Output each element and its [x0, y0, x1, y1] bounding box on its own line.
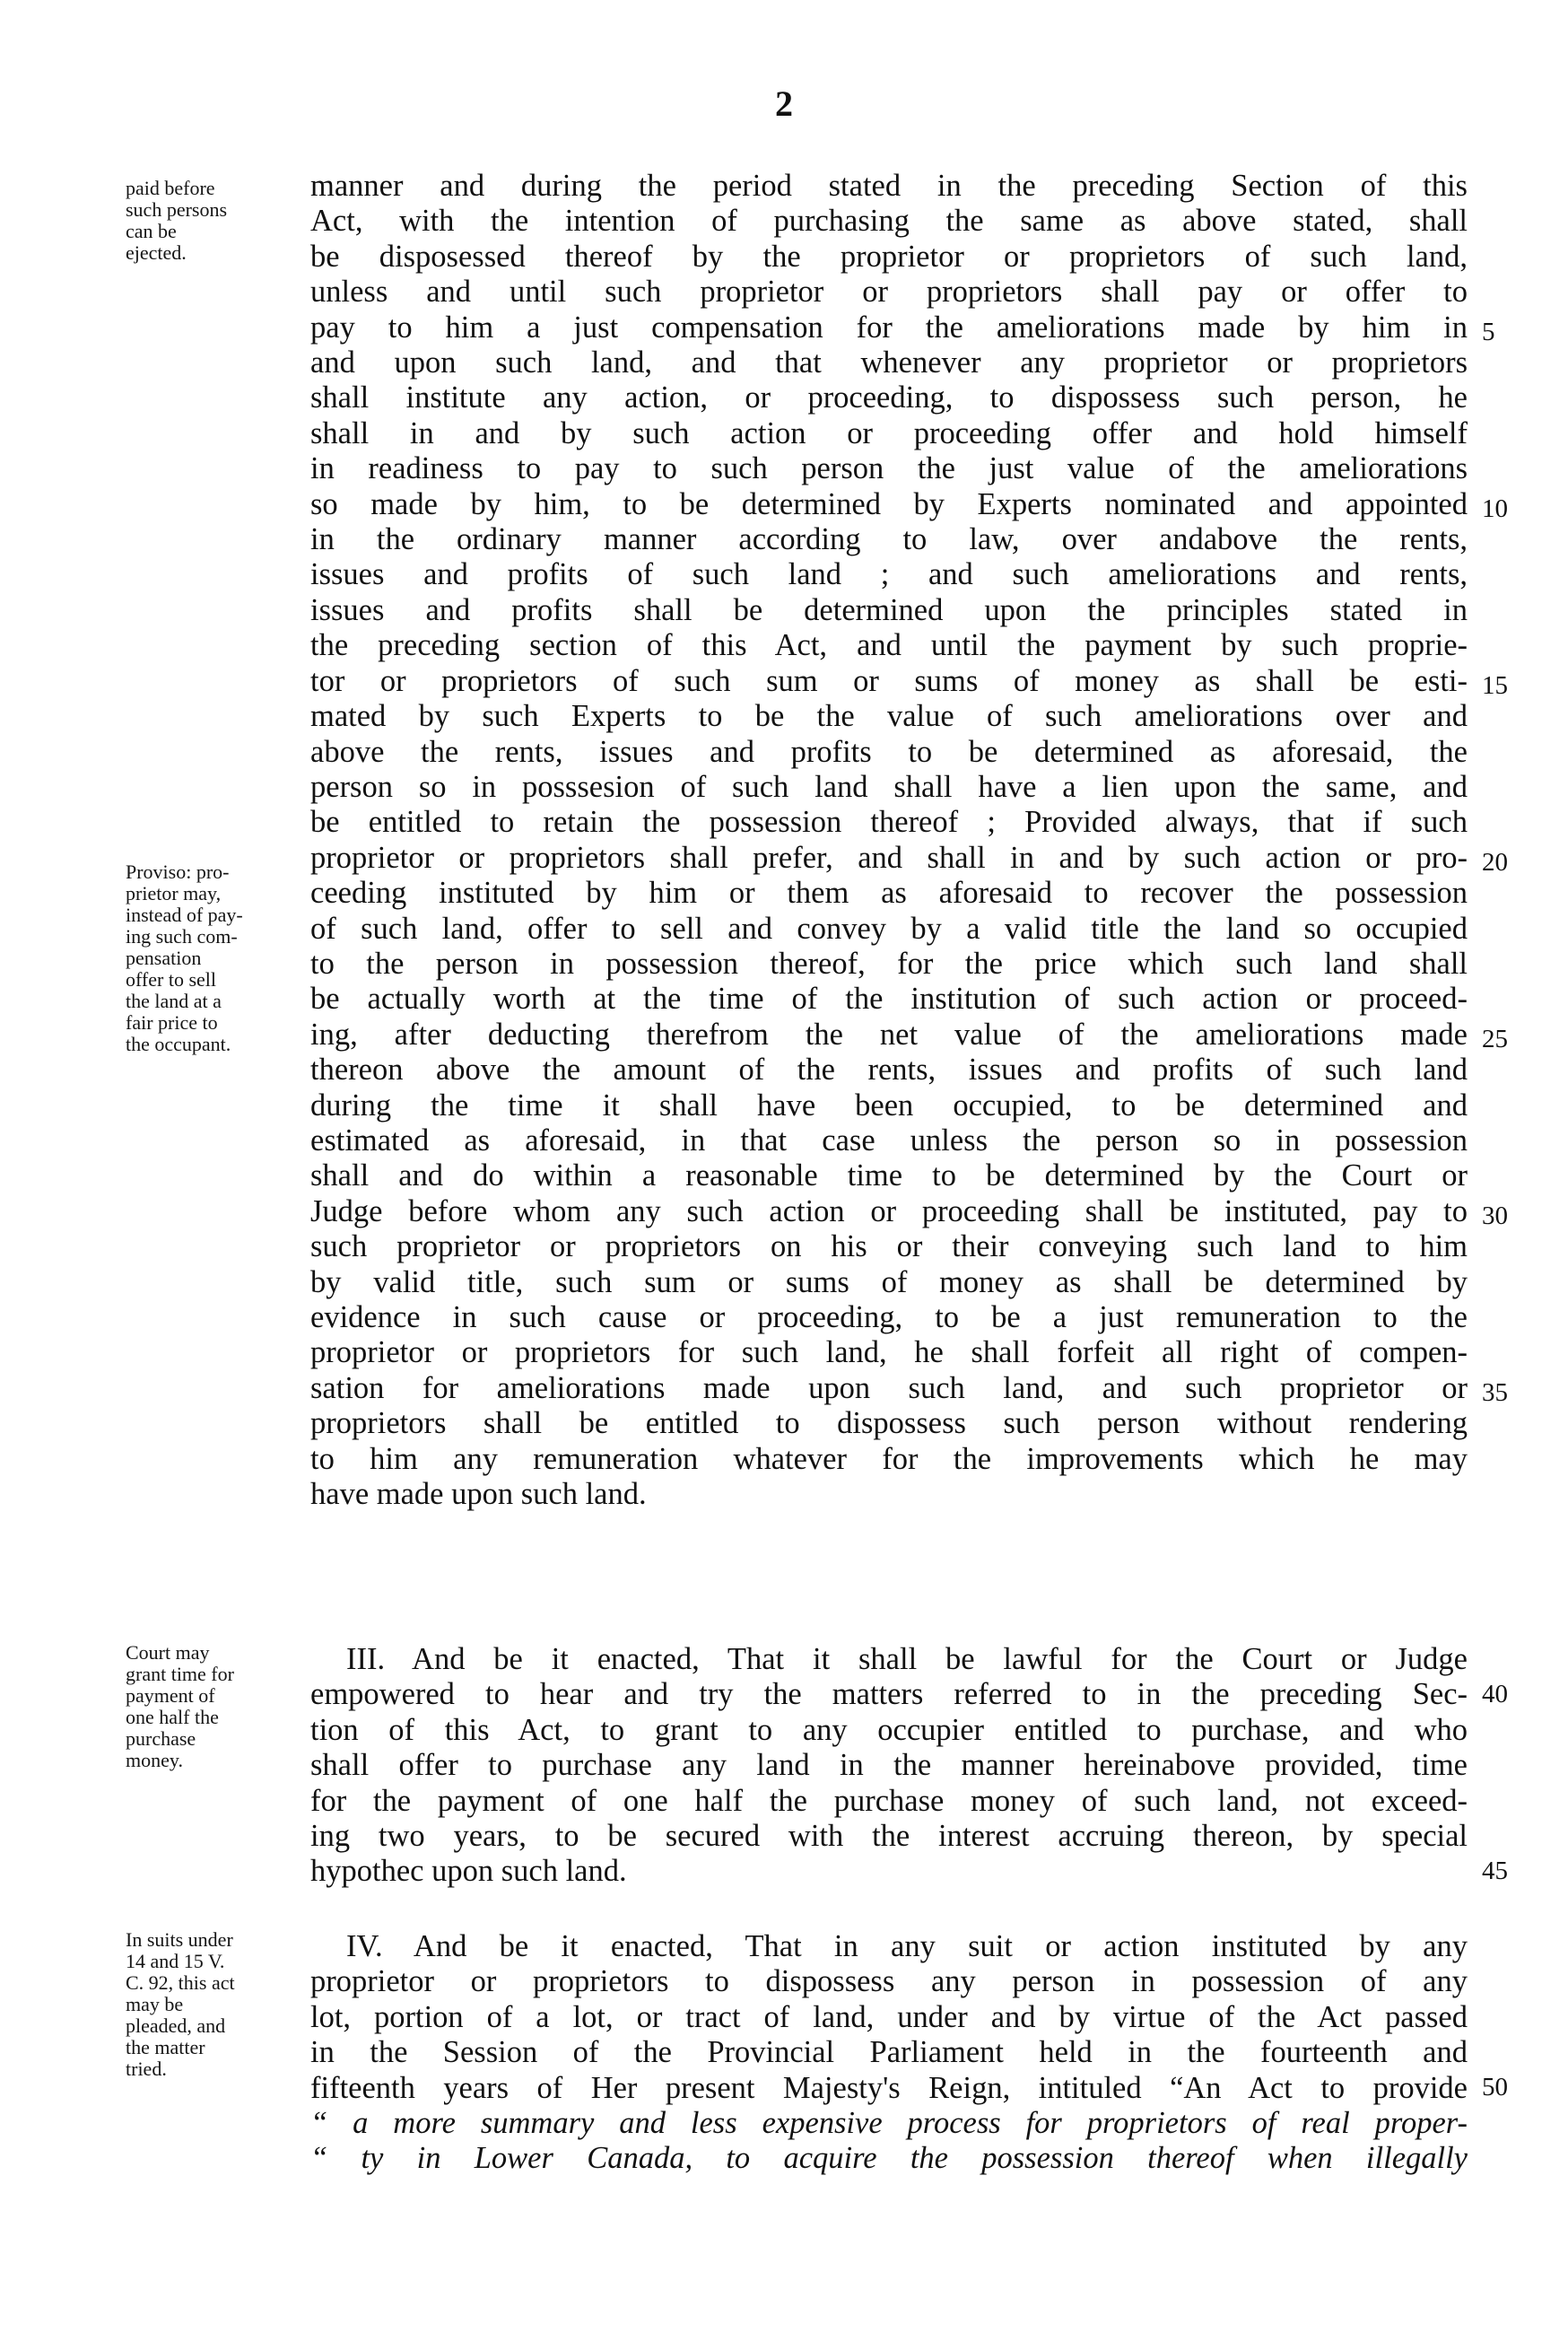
- line-number: 35: [1482, 1378, 1508, 1407]
- text-line: shall institute any action, or proceeding, to dispossess such person, he: [310, 380, 1468, 415]
- sidenote-line: Proviso: pro-: [126, 861, 230, 883]
- sidenote-line: such persons: [126, 198, 228, 221]
- text-line: person so in posssesion of such land shall have a lien upon the same, and: [310, 769, 1468, 804]
- text-line: fifteenth years of Her present Majesty's Reign, intituled “An Act to provide: [310, 2070, 1468, 2105]
- text-line: shall and do within a reasonable time to be determined by the Court or: [310, 1158, 1468, 1193]
- sidenote-proviso: [126, 861, 314, 1055]
- text-line: to him any remuneration whatever for the improvements which he may: [310, 1441, 1468, 1476]
- page-number: 2: [775, 83, 793, 124]
- sidenote-line: money.: [126, 1749, 183, 1771]
- sidenote-in-suits: [126, 1929, 314, 2080]
- sidenote-line: the matter: [126, 2036, 205, 2058]
- text-line: of such land, offer to sell and convey by a valid title the land so occupied: [310, 911, 1468, 946]
- sidenote-line: pleaded, and: [126, 2014, 226, 2037]
- sidenote-line: 14 and 15 V.: [126, 1950, 225, 1972]
- line-number: 50: [1482, 2073, 1508, 2101]
- text-line: empowered to hear and try the matters referred to in the preceding Sec-: [310, 1677, 1468, 1712]
- text-line: ing two years, to be secured with the interest accruing thereon, by special: [310, 1819, 1468, 1854]
- line-number: 5: [1482, 318, 1495, 346]
- text-line: proprietor or proprietors to dispossess any person in possession of any: [310, 1964, 1468, 1999]
- sidenote-line: paid before: [126, 177, 215, 199]
- text-line: unless and until such proprietor or proprietors shall pay or offer to: [310, 275, 1468, 310]
- sidenote-line: In suits under: [126, 1928, 233, 1951]
- text-line: Act, with the intention of purchasing the same as above stated, shall: [310, 204, 1468, 239]
- text-line: shall in and by such action or proceeding offer and hold himself: [310, 415, 1468, 450]
- line-number: 25: [1482, 1025, 1508, 1053]
- section-iii: [310, 1642, 1468, 1890]
- sidenote-line: ejected.: [126, 241, 187, 264]
- text-line: have made upon such land.: [310, 1477, 647, 1512]
- sidenote-line: payment of: [126, 1684, 215, 1707]
- text-line: Judge before whom any such action or proceeding shall be instituted, pay to: [310, 1193, 1468, 1228]
- sidenote-court-may: [126, 1642, 314, 1771]
- text-line: ing, after deducting therefrom the net value of the ameliorations made: [310, 1017, 1468, 1052]
- sidenote-line: tried.: [126, 2058, 167, 2080]
- text-line: tion of this Act, to grant to any occupier entitled to purchase, and who: [310, 1712, 1468, 1747]
- sidenote-line: purchase: [126, 1727, 196, 1750]
- sidenote-line: the land at a: [126, 990, 222, 1012]
- text-line: proprietor or proprietors shall prefer, and shall in and by such action or pro-: [310, 840, 1468, 875]
- sidenote-paid-before: [126, 178, 314, 264]
- sidenote-line: grant time for: [126, 1663, 234, 1685]
- sidenote-line: offer to sell: [126, 968, 217, 991]
- sidenote-line: one half the: [126, 1706, 219, 1728]
- text-line: thereon above the amount of the rents, issues and profits of such land: [310, 1053, 1468, 1088]
- text-line: by valid title, such sum or sums of money as shall be determined by: [310, 1264, 1468, 1299]
- sidenote-line: C. 92, this act: [126, 1971, 235, 1994]
- line-number: 10: [1482, 494, 1508, 523]
- text-line: tor or proprietors of such sum or sums of money as shall be esti-: [310, 663, 1468, 698]
- sidenote-line: Court may: [126, 1641, 210, 1664]
- sidenote-line: may be: [126, 1993, 184, 2015]
- text-line: IV. And be it enacted, That in any suit or action instituted by any: [346, 1929, 1468, 1963]
- text-line: for the payment of one half the purchase money of such land, not exceed-: [310, 1783, 1468, 1818]
- text-line: shall offer to purchase any land in the manner hereinabove provided, time: [310, 1748, 1468, 1783]
- line-number: 40: [1482, 1680, 1508, 1708]
- text-line: ceeding instituted by him or them as aforesaid to recover the possession: [310, 876, 1468, 911]
- sidenote-line: ing such com-: [126, 925, 238, 948]
- text-line: in the Session of the Provincial Parliament held in the fourteenth and: [310, 2035, 1468, 2070]
- text-line: “ a more summary and less expensive process for proprietors of real proper-: [310, 2106, 1468, 2141]
- line-number: 30: [1482, 1201, 1508, 1230]
- text-line: sation for ameliorations made upon such land, and such proprietor or: [310, 1370, 1468, 1405]
- text-line: proprietor or proprietors for such land, he shall forfeit all right of compen-: [310, 1335, 1468, 1370]
- text-line: the preceding section of this Act, and until the payment by such proprie-: [310, 628, 1468, 663]
- text-line: pay to him a just compensation for the ameliorations made by him in: [310, 310, 1468, 345]
- paragraph-continuation: [310, 169, 1468, 1512]
- sidenote-line: fair price to: [126, 1011, 218, 1034]
- sidenote-line: prietor may,: [126, 882, 222, 904]
- text-line: manner and during the period stated in the preceding Section of this: [310, 169, 1468, 203]
- text-line: and upon such land, and that whenever any proprietor or proprietors: [310, 345, 1468, 380]
- text-line: estimated as aforesaid, in that case unless the person so in possession: [310, 1123, 1468, 1158]
- section-iv: [310, 1929, 1468, 2177]
- text-line: such proprietor or proprietors on his or their conveying such land to him: [310, 1229, 1468, 1264]
- line-number: 15: [1482, 671, 1508, 700]
- text-line: hypothec upon such land.: [310, 1854, 627, 1889]
- text-line: in the ordinary manner according to law, over andabove the rents,: [310, 522, 1468, 557]
- text-line: issues and profits shall be determined upon the principles stated in: [310, 592, 1468, 627]
- text-line: be entitled to retain the possession thereof ; Provided always, that if such: [310, 805, 1468, 840]
- text-line: be disposessed thereof by the proprietor or proprietors of such land,: [310, 239, 1468, 274]
- text-line: issues and profits of such land ; and such ameliorations and rents,: [310, 557, 1468, 592]
- text-line: “ ty in Lower Canada, to acquire the possession thereof when illegally: [310, 2141, 1468, 2176]
- text-line: evidence in such cause or proceeding, to be a just remuneration to the: [310, 1300, 1468, 1334]
- line-number: 45: [1482, 1857, 1508, 1885]
- text-line: lot, portion of a lot, or tract of land, under and by virtue of the Act passed: [310, 1999, 1468, 2034]
- text-line: during the time it shall have been occupied, to be determined and: [310, 1088, 1468, 1123]
- text-line: be actually worth at the time of the institution of such action or proceed-: [310, 982, 1468, 1017]
- text-line: III. And be it enacted, That it shall be lawful for the Court or Judge: [346, 1642, 1468, 1676]
- text-line: proprietors shall be entitled to dispossess such person without rendering: [310, 1406, 1468, 1441]
- sidenote-line: pensation: [126, 947, 202, 969]
- sidenote-line: the occupant.: [126, 1033, 231, 1055]
- sidenote-line: instead of pay-: [126, 904, 243, 926]
- sidenote-line: can be: [126, 220, 177, 242]
- text-line: so made by him, to be determined by Experts nominated and appointed: [310, 486, 1468, 521]
- text-line: in readiness to pay to such person the just value of the ameliorations: [310, 451, 1468, 486]
- line-number: 20: [1482, 848, 1508, 877]
- text-line: mated by such Experts to be the value of such ameliorations over and: [310, 699, 1468, 734]
- text-line: above the rents, issues and profits to be determined as aforesaid, the: [310, 734, 1468, 769]
- text-line: to the person in possession thereof, for the price which such land shall: [310, 946, 1468, 981]
